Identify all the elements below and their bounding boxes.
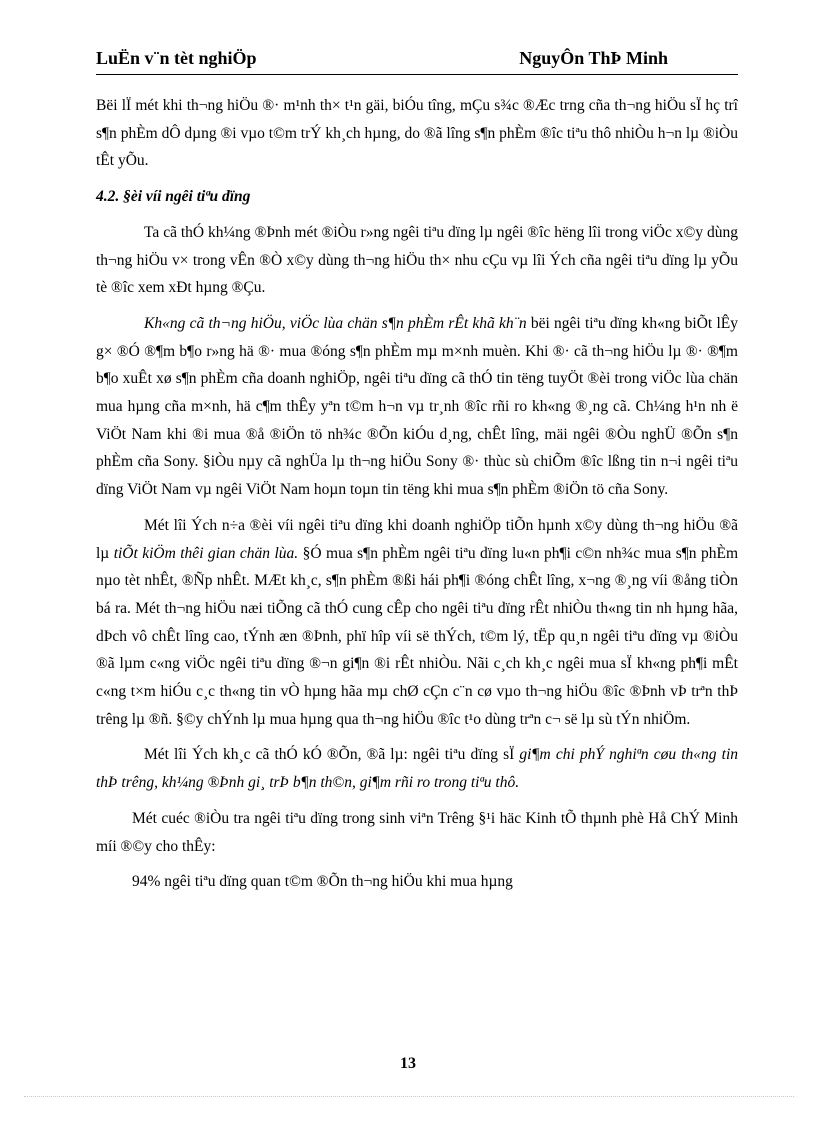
paragraph-6: Mét cuéc ®iÒu tra ngêi tiªu dïng trong sinh viªn Trêng §¹i häc Kinh tÕ thµnh phè Hå ChÝ Minh míi ®©y cho thÊy:: [96, 809, 738, 855]
page-header: [96, 48, 738, 74]
paragraph-4-text-b: §Ó mua s¶n phÈm ngêi tiªu dïng lu«n ph¶i c©n nh¾c mua s¶n phÈm nµo tèt nhÊt, ®Ñp nhÊt. MÆt kh¸c, s¶n phÈm ®ßi hái ph¶i ®óng chÊt lîng, x¬ng ®¸ng víi ®ång tiÒn bá ra. Mét th¬ng hiÖu næi tiÕng cã thÓ cung cÊp cho ngêi tiªu dïng rÊt nhiÒu th«ng tin nh hµng hãa, dÞch vô chÊt lîng cao, tÝnh æn ®Þnh, phï hîp víi së thÝch, t©m lý, tËp qu¸n ngêi tiªu dïng vµ ®iÒu ®ã lµm c«ng viÖc ngêi tiªu dïng ®¬n gi¶n ®i rÊt nhiÒu. Nãi c¸ch kh¸c ngêi mua sÏ kh«ng ph¶i mÊt c«ng t×m hiÓu c¸c th«ng tin vÒ hµng hãa mµ chØ cÇn c¨n cø vµo th¬ng hiÖu ®îc ®Þnh vÞ trªn thÞ trêng lµ ®ñ. §©y chÝnh lµ mua hµng qua th¬ng hiÖu ®îc t¹o dùng trªn c¬ së lµ sù tÝn nhiÖm.: [96, 544, 738, 728]
paragraph-4-emphasis: tiÕt kiÖm thêi gian chän lùa.: [113, 544, 299, 562]
paragraph-5: [96, 741, 738, 796]
page-bottom-border: [24, 1096, 794, 1097]
page-number: 13: [400, 1055, 416, 1072]
paragraph-1: Bëi lÏ mét khi th¬ng hiÖu ®· m¹nh th× t¹n gäi, biÓu tîng, mÇu s¾c ®Æc trng cña th¬ng hiÖu sÏ hç trî s¶n phÈm dÔ dµng ®i vµo t©m trÝ kh¸ch hµng, do ®ã lîng s¶n phÈm ®îc tiªu thô nhiÒu h¬n lµ ®iÒu tÊt yÕu.: [96, 97, 738, 170]
section-heading: 4.2. §èi víi ngêi tiªu dïng: [96, 188, 251, 206]
page-body: [96, 92, 738, 904]
header-divider: [96, 74, 738, 75]
header-thesis-title: LuËn v¨n tèt nghiÖp: [96, 48, 257, 68]
paragraph-4-text-a: Mét lîi Ých n÷a ®èi víi ngêi tiªu dïng khi doanh nghiÖp tiÕn hµnh x©y dùng th¬ng hiÖu ®ã lµ: [96, 516, 738, 562]
paragraph-4: [96, 512, 738, 734]
paragraph-5-emphasis: gi¶m chi phÝ nghiªn cøu th«ng tin thÞ trêng, kh¼ng ®Þnh gi¸ trÞ b¶n th©n, gi¶m rñi ro trong tiªu thô.: [96, 746, 738, 792]
paragraph-7: 94% ngêi tiªu dïng quan t©m ®Õn th¬ng hiÖu khi mua hµng: [132, 873, 513, 891]
header-author-name: NguyÔn ThÞ Minh: [519, 48, 668, 68]
paragraph-5-text: Mét lîi Ých kh¸c cã thÓ kÓ ®Õn, ®ã lµ: ngêi tiªu dïng sÏ: [144, 746, 520, 764]
paragraph-3-text: bëi ngêi tiªu dïng kh«ng biÕt lÊy g× ®Ó ®¶m b¶o r»ng hä ®· mua ®óng s¶n phÈm mµ m×nh muèn. Khi ®· cã th¬ng hiÖu lµ ®· ®¶m b¶o xuÊt xø s¶n phÈm cña doanh nghiÖp, ngêi tiªu dïng cã thÓ tin tëng tuyÖt ®èi trong viÖc lùa chän mua hµng cña m×nh, hä c¶m thÊy yªn t©m h¬n vµ tr¸nh ®îc rñi ro kh«ng ®¸ng cã. Ch¼ng h¹n nh ë ViÖt Nam khi ®i mua ®å ®iÖn tö nh¾c ®Õn kiÓu d¸ng, chÊt lîng, mäi ngêi ®Òu nghÜ ®Õn s¶n phÈm cña Sony. §iÒu nµy cã nghÜa lµ th¬ng hiÖu Sony ®· thùc sù chiÕm ®îc lßng tin n¬i ngêi tiªu dïng ViÖt Nam vµ ngêi ViÖt Nam hoµn toµn tin tëng khi mua s¶n phÈm ®iÖn tö cña Sony.: [96, 314, 738, 499]
paragraph-3-emphasis: Kh«ng cã th¬ng hiÖu, viÖc lùa chän s¶n phÈm rÊt khã kh¨n: [144, 314, 527, 332]
paragraph-3: [96, 310, 738, 504]
paragraph-2: Ta cã thÓ kh¼ng ®Þnh mét ®iÒu r»ng ngêi tiªu dïng lµ ngêi ®îc hëng lîi trong viÖc x©y dùng th¬ng hiÖu v× trong vÊn ®Ò x©y dùng th¬ng hiÖu th× nhu cÇu vµ lîi Ých cña ngêi tiªu dïng lµ yÕu tè ®îc xem xÐt hµng ®Çu.: [96, 223, 738, 297]
